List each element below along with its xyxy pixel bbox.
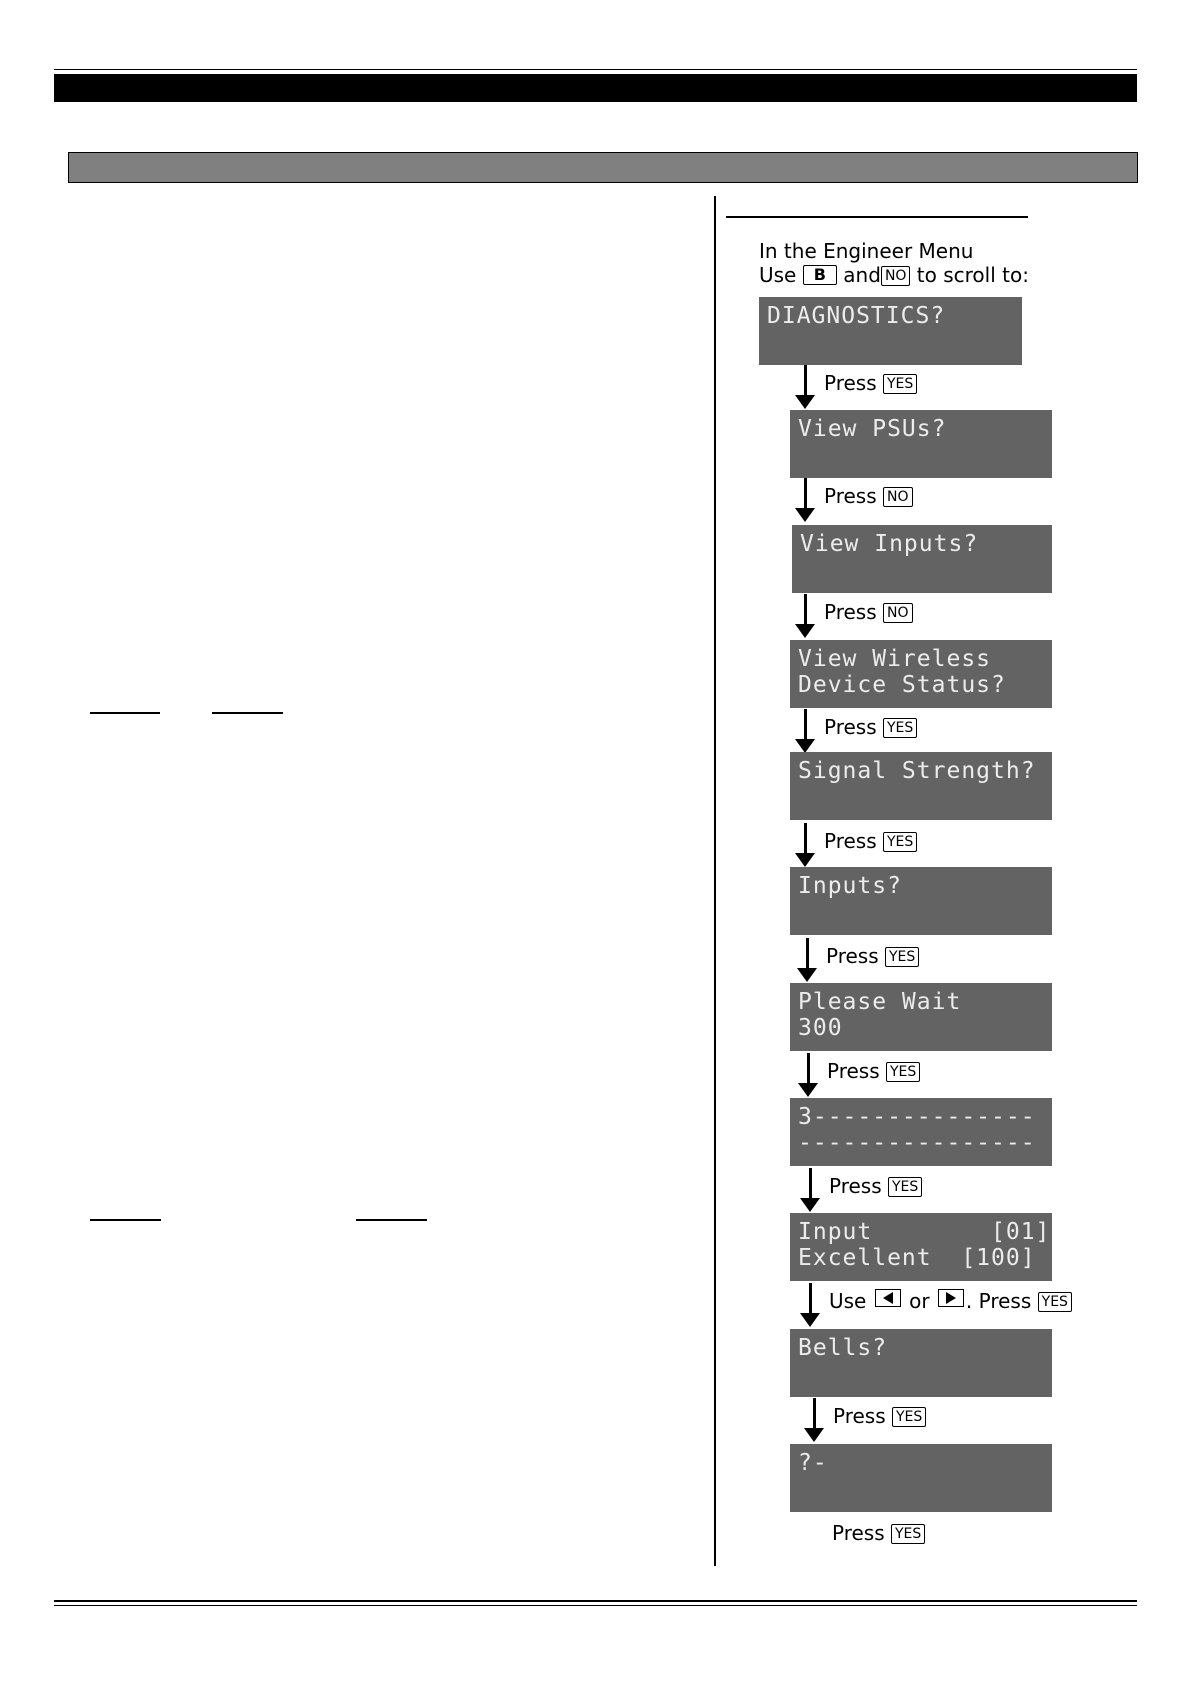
step-label: Use or . Press YES xyxy=(829,1289,1072,1313)
step-label: Press YES xyxy=(824,829,917,853)
yes-key-icon: YES xyxy=(1038,1292,1072,1312)
step-label: Press YES xyxy=(824,371,917,395)
lcd-signal-strength xyxy=(790,752,1052,820)
intro-line-1: In the Engineer Menu xyxy=(759,239,974,263)
down-arrow-icon xyxy=(804,365,807,397)
left-arrow-key-icon xyxy=(875,1289,901,1307)
lcd-bells xyxy=(790,1329,1052,1397)
lcd-line: ---------------- xyxy=(798,1130,1036,1156)
section-band xyxy=(68,152,1138,183)
lcd-view-inputs xyxy=(792,525,1052,593)
intro-and: and xyxy=(843,263,881,287)
yes-key-icon: YES xyxy=(883,374,917,394)
step-label: Press NO xyxy=(824,484,913,508)
lcd-diagnostics xyxy=(759,297,1022,365)
lcd-line: View Wireless xyxy=(798,646,992,672)
step-label: Press YES xyxy=(833,1404,926,1428)
lcd-line: DIAGNOSTICS? xyxy=(767,303,946,329)
down-arrow-icon xyxy=(804,594,807,626)
step-label: Press YES xyxy=(829,1174,922,1198)
down-arrow-icon xyxy=(804,478,807,510)
step-press-yes xyxy=(809,1168,1129,1212)
underline-mark xyxy=(212,712,283,714)
step-press-yes xyxy=(807,1053,1127,1097)
yes-key-icon: YES xyxy=(888,1177,922,1197)
step-label: Press NO xyxy=(824,600,913,624)
step-press-no xyxy=(804,594,1124,638)
lcd-line: 300 xyxy=(798,1015,843,1041)
lcd-dashes xyxy=(790,1098,1052,1166)
step-label: Press YES xyxy=(826,944,919,968)
lcd-input-signal xyxy=(790,1213,1052,1281)
lcd-view-wireless xyxy=(790,640,1052,708)
header-band xyxy=(54,74,1137,102)
step-press-no xyxy=(804,478,1124,522)
lcd-line: Input [01] xyxy=(798,1219,1051,1245)
heading-rule xyxy=(726,216,1028,218)
yes-key-icon: YES xyxy=(891,1524,925,1544)
no-key-icon: NO xyxy=(883,487,913,507)
lcd-line: Bells? xyxy=(798,1335,888,1361)
lcd-line: View PSUs? xyxy=(798,416,947,442)
step-press-yes xyxy=(804,823,1124,867)
final-step-label: Press YES xyxy=(832,1521,925,1545)
bottom-rule xyxy=(54,1605,1137,1606)
down-arrow-icon xyxy=(804,709,807,741)
lcd-view-psus xyxy=(790,410,1052,478)
step-use-arrows xyxy=(809,1283,1109,1327)
b-key-icon: B xyxy=(803,265,837,285)
lcd-line: Device Status? xyxy=(798,672,1006,698)
column-divider xyxy=(714,196,716,1566)
down-arrow-icon xyxy=(809,1283,812,1315)
yes-key-icon: YES xyxy=(883,832,917,852)
bottom-rule xyxy=(54,1600,1137,1602)
lcd-line: Please Wait xyxy=(798,989,962,1015)
underline-mark xyxy=(90,1219,161,1221)
yes-key-icon: YES xyxy=(883,718,917,738)
intro-end: to scroll to: xyxy=(916,263,1029,287)
down-arrow-icon xyxy=(809,1168,812,1200)
step-press-yes xyxy=(804,709,1124,753)
step-press-yes xyxy=(806,938,1126,982)
down-arrow-icon xyxy=(807,1053,810,1085)
lcd-query xyxy=(790,1444,1052,1512)
yes-key-icon: YES xyxy=(885,947,919,967)
lcd-please-wait xyxy=(790,983,1052,1051)
down-arrow-icon xyxy=(806,938,809,970)
lcd-line: Inputs? xyxy=(798,873,902,899)
no-key-icon: NO xyxy=(881,266,911,286)
step-press-yes xyxy=(804,365,1124,409)
lcd-line: Excellent [100] xyxy=(798,1245,1036,1271)
yes-key-icon: YES xyxy=(892,1407,926,1427)
intro-line-2 xyxy=(759,263,1029,287)
step-label: Press YES xyxy=(824,715,917,739)
lcd-line: View Inputs? xyxy=(800,531,979,557)
top-rule xyxy=(54,69,1137,70)
down-arrow-icon xyxy=(804,823,807,855)
step-label: Press YES xyxy=(827,1059,920,1083)
lcd-inputs xyxy=(790,867,1052,935)
intro-use: Use xyxy=(759,263,797,287)
no-key-icon: NO xyxy=(883,603,913,623)
lcd-line: Signal Strength? xyxy=(798,758,1036,784)
underline-mark xyxy=(90,712,160,714)
lcd-line: ?- xyxy=(798,1450,828,1476)
yes-key-icon: YES xyxy=(886,1062,920,1082)
lcd-line: 3--------------- xyxy=(798,1104,1036,1130)
down-arrow-icon xyxy=(813,1398,816,1430)
right-arrow-key-icon xyxy=(938,1289,964,1307)
step-press-yes xyxy=(813,1398,1133,1442)
underline-mark xyxy=(356,1219,427,1221)
